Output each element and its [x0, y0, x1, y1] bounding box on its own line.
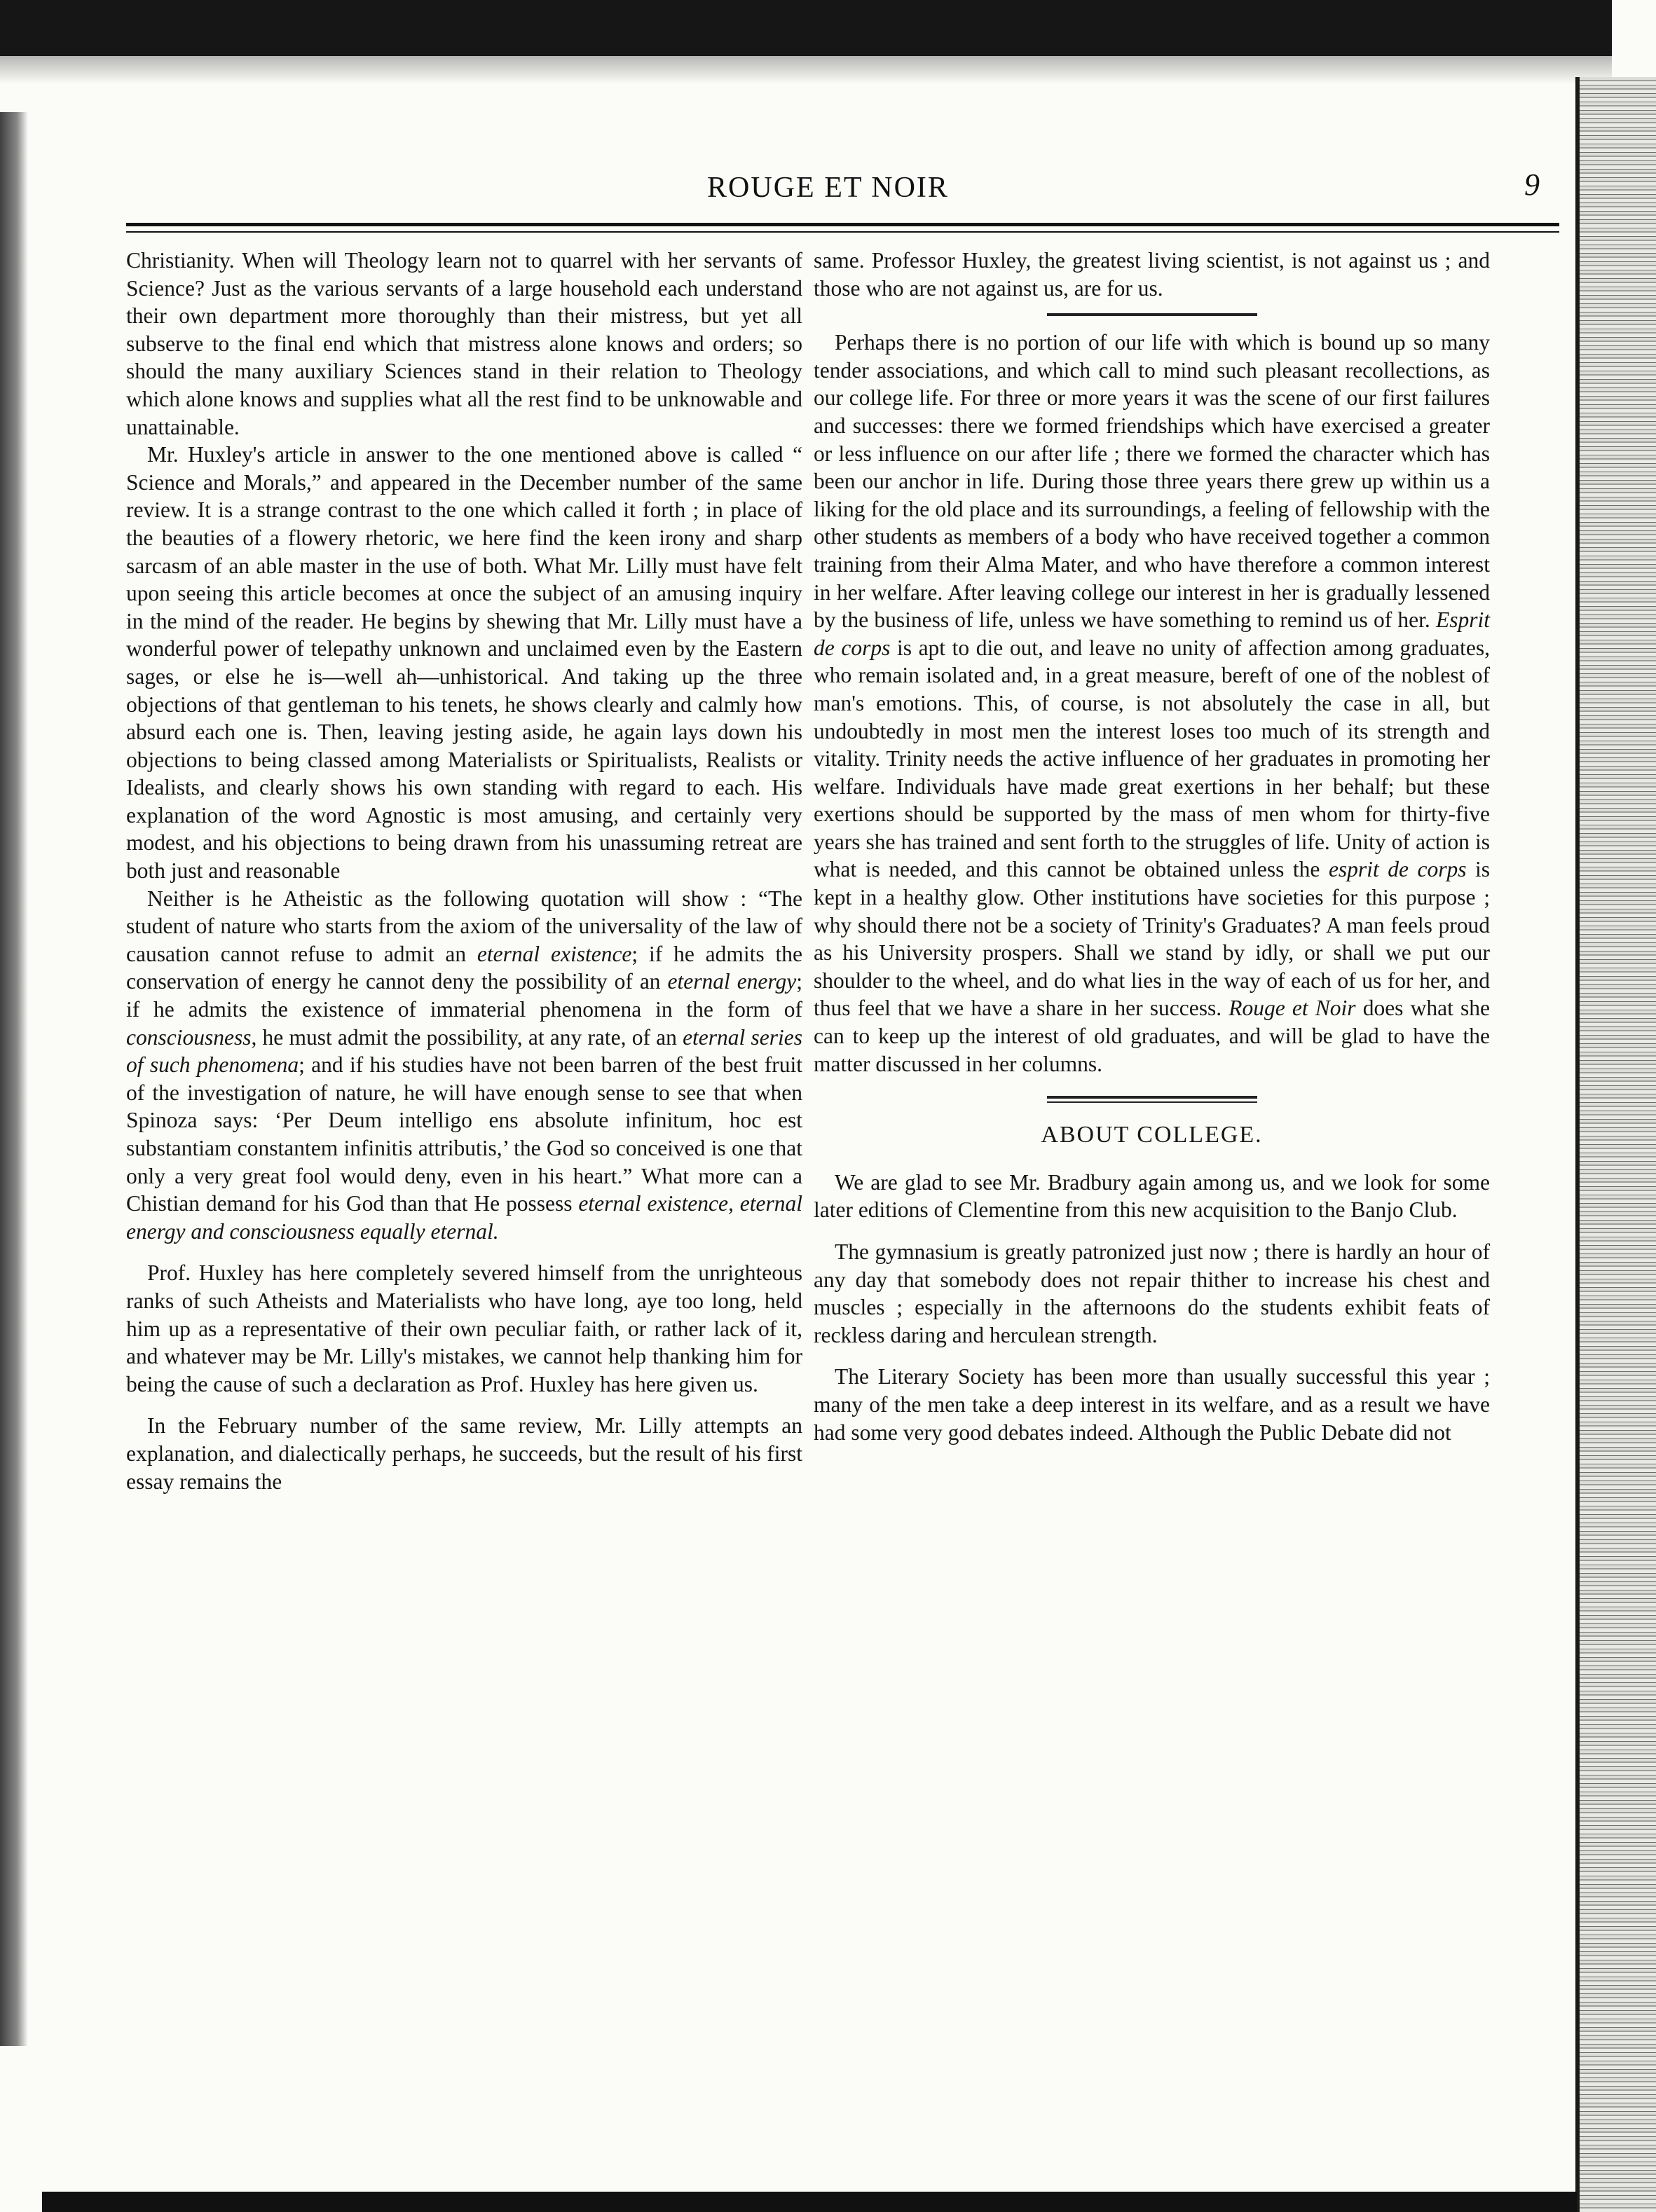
right-column	[814, 247, 1490, 1446]
heading-rule-thin	[1047, 1101, 1257, 1103]
paragraph: Mr. Huxley's article in answer to the one mentioned above is called “ Science and Morals,” and appeared in the December number of the same review. It is a strange contrast to the one which called it forth ; in place of the beauties of a flowery rhetoric, we here find the keen irony and sharp sarcasm of an able master in the use of both. What Mr. Lilly must have felt upon seeing this article becomes at once the subject of an amusing inquiry in the mind of the reader. He begins by shewing that Mr. Lilly must have a wonderful power of telepathy unknown and unclaimed even by the Eastern sages, or else he is—well ah—unhistorical. And taking up the three objections of that gentleman to his tenets, he shows clearly and calmly how absurd each one is. Then, leaving jesting aside, he again lays down his objections to being classed among Materialists or Spiritualists, Realists or Idealists, and clearly shows his own standing with regard to each. His explanation of the word Agnostic is most amusing, and certainly very modest, and his objections to being drawn from his unassuming retreat are both just and reasonable	[126, 442, 802, 884]
scan-top-shadow	[0, 56, 1612, 84]
paragraph-quotation	[126, 885, 802, 1246]
italic-run: eternal series of such phenomena	[126, 1024, 802, 1078]
heading-rule-thick	[1047, 1096, 1257, 1099]
scan-left-edge	[0, 112, 28, 2046]
text-run: , he must admit the possibility, at any rate, of an	[251, 1024, 683, 1050]
paragraph-gap	[814, 1224, 1490, 1238]
paragraph: We are glad to see Mr. Bradbury again among us, and we look for some later editions of Clementine from this new acquisition to the Banjo Club.	[814, 1169, 1490, 1223]
left-column	[126, 247, 802, 1495]
section-heading: ABOUT COLLEGE.	[1041, 1122, 1263, 1148]
italic-run: Esprit de corps	[814, 607, 1490, 660]
text-run: Neither is he Atheistic as the following quotation will show : “The student of nature who starts from the axiom of the universality of the law of causation cannot refuse to admit an	[126, 886, 802, 966]
text-run: ; if he admits the conservation of energy he cannot deny the possibility of an	[126, 941, 803, 994]
header-rule-thick	[126, 223, 1559, 226]
italic-run: eternal existence	[477, 941, 632, 966]
section-separator	[1047, 313, 1257, 316]
paragraph	[814, 329, 1490, 1078]
text-run: ; and if his studies have not been barren of the best fruit of the investigation of nature, he will have enough sense to see that when Spinoza says: ‘Per Deum intelligo ens absolute infinitum, hoc est substantiam constantem infinitis attributis,’ the God so conceived is one that only a very great fool would deny, even in his heart.” What more can a Chistian demand for his God than that He possess	[126, 1052, 802, 1216]
paragraph: Christianity. When will Theology learn not to quarrel with her servants of Science? Just as the various servants of a large household each understand their own department more thoroughly than their mistress, but yet all subserve to the final end which that mistress alone knows and orders; so should the many auxiliary Sciences stand in their relation to Theology which alone knows and supplies what all the rest find to be unknowable and unattainable.	[126, 248, 802, 439]
scan-right-edge	[1577, 77, 1656, 2212]
text-run: is kept in a healthy glow. Other institutions have societies for this purpose ; why should there not be a society of Trinity's Graduates? A man feels proud as his University prospers. Shall we stand by idly, or shall we put our shoulder to the wheel, and do what lies in the way of each of us for her, and thus feel that we have a share in her success.	[814, 857, 1491, 1021]
paragraph-gap	[126, 1398, 802, 1412]
page-border-line	[1575, 77, 1580, 2212]
italic-run: Rouge et Noir	[1229, 996, 1356, 1021]
paragraph: In the February number of the same review, Mr. Lilly attempts an explanation, and dialectically perhaps, he succeeds, but the result of his first essay remains the	[126, 1413, 802, 1494]
paragraph-gap	[126, 1245, 802, 1259]
running-title: ROUGE ET NOIR	[707, 172, 949, 204]
italic-run: eternal existence, eternal energy and consciousness equally eternal.	[126, 1191, 802, 1244]
text-run: Perhaps there is no portion of our life with which is bound up so many tender associations, and which call to mind such pleasant recollections, as our college life. For three or more years it was the scene of our first failures and successes: there we formed friendships which have exercised a greater or less influence on our after life ; there we formed the character which has been our anchor in life. During those three years there grew up within us a liking for the old place and its surroundings, a feeling of fellowship with the other students as members of a body who have received together a common training from their Alma Mater, and who have therefore a common interest in her welfare. After leaving college our interest in her is gradually lessened by the business of life, unless we have something to remind us of her.	[814, 330, 1490, 633]
page-number: 9	[1524, 167, 1540, 202]
paragraph: The Literary Society has been more than usually successful this year ; many of the men take a deep interest in its welfare, and as a result we have had some very good debates indeed. Although the Public Debate did not	[814, 1364, 1490, 1445]
text-run: does what she can to keep up the interest of old graduates, and will be glad to have the matter discussed in her columns.	[814, 996, 1490, 1076]
paragraph: The gymnasium is greatly patronized just now ; there is hardly an hour of any day that somebody does not repair thither to increase his chest and muscles ; especially in the afternoons do the students exhibit feats of reckless daring and herculean strength.	[814, 1239, 1490, 1347]
italic-run: consciousness	[126, 1024, 252, 1050]
text-run: ; if he admits the existence of immaterial phenomena in the form of	[126, 969, 802, 1022]
italic-run: eternal energy	[667, 969, 797, 994]
paragraph-gap	[814, 1349, 1490, 1363]
header-rule-thin	[126, 231, 1559, 233]
text-run: is apt to die out, and leave no unity of affection among graduates, who remain isolated and, in a great measure, bereft of one of the noblest of man's emotions. This, of course, is not absolutely the case in all, but undoubtedly in most men the interest loses too much of its strength and vitality. Trinity needs the active influence of her graduates in promoting her welfare. Individuals have made great exertions in her behalf; but these exertions should be supported by the mass of men whom for thirty-five years she has trained and sent forth to the struggles of life. Unity of action is what is needed, and this cannot be obtained unless the	[814, 635, 1490, 882]
paragraph: Prof. Huxley has here completely severed himself from the unrighteous ranks of such Atheists and Materialists who have long, aye too long, held him up as a representative of their own peculiar faith, or rather lack of it, and whatever may be Mr. Lilly's mistakes, we cannot help thanking him for being the cause of such a declaration as Prof. Huxley has here given us.	[126, 1260, 802, 1396]
italic-run: esprit de corps	[1328, 857, 1467, 882]
paragraph: same. Professor Huxley, the greatest living scientist, is not against us ; and those who are not against us, are for us.	[814, 248, 1490, 301]
scan-bottom-edge	[42, 2192, 1577, 2212]
scan-top-edge	[0, 0, 1612, 56]
